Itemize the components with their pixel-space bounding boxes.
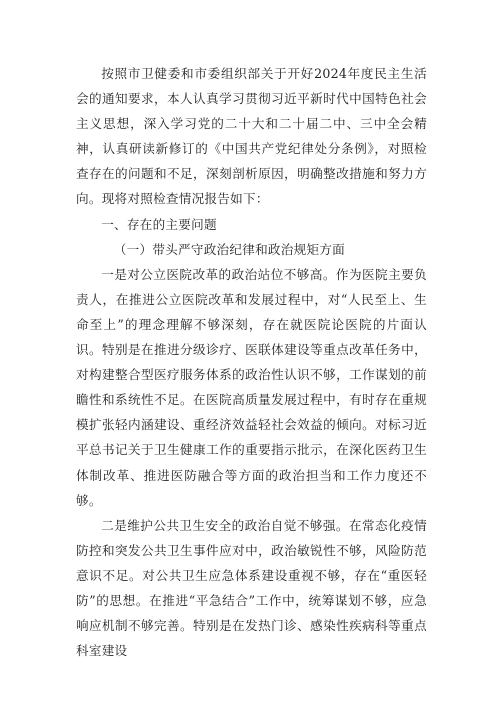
subsection-heading: （一）带头严守政治纪律和政治规矩方面: [113, 241, 345, 257]
body-paragraph-1: 一是对公立医院改革的政治站位不够高。作为医院主要负责人，在推进公立医院改革和发展过程中，对“人民至上、生命至上”的理念理解不够深刻，存在就医院论医院的片面认识。特别是在推进分级诊疗、医联体建设等重点改革任务中，对构建整合型医疗服务体系的政治性认识不够，工作谋划的前瞻性和系统性不足。在医院高质量发展过程中，有时存在重规模扩张轻内涵建设、重经济效益轻社会效益的倾向。对标习近平总书记关于卫生健康工作的重要指示批示，在深化医药卫生体制改革、推进医防融合等方面的政治担当和工作力度还不够。: [76, 266, 427, 508]
section-heading: 一、存在的主要问题: [101, 216, 217, 232]
intro-paragraph: 按照市卫健委和市委组织部关于开好2024年度民主生活会的通知要求，本人认真学习贯彻习近平新时代中国特色社会主义思想，深入学习党的二十大和二十届二中、三中全会精神，认真研读新修订的《中国共产党纪律处分条例》，对照检查存在的问题和不足，深刻剖析原因，明确整改措施和努力方向。现将对照检查情况报告如下：: [76, 66, 427, 207]
body-paragraph-2: 二是维护公共卫生安全的政治自觉不够强。在常态化疫情防控和突发公共卫生事件应对中，政治敏锐性不够，风险防范意识不足。对公共卫生应急体系建设重视不够，存在“重医轻防”的思想。在推进“平急结合”工作中，统筹谋划不够，应急响应机制不够完善。特别是在发热门诊、感染性疾病科等重点科室建设: [76, 517, 427, 659]
document-body: [76, 61, 427, 663]
